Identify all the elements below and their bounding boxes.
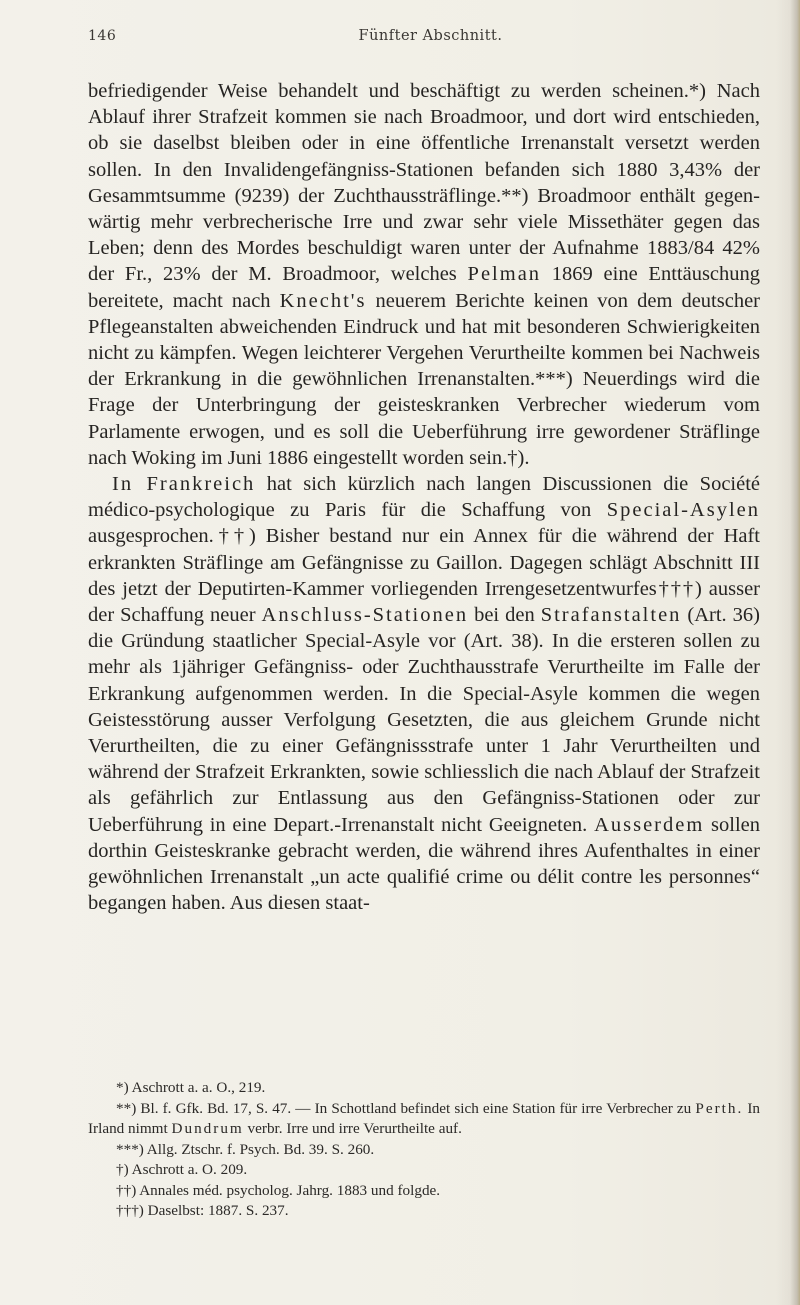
term-strafanstalten: Strafanstalten	[540, 604, 682, 627]
page-number: 146	[88, 28, 117, 44]
country-frankreich: In Frankreich	[112, 473, 256, 496]
footnote-2-text-2: In Irland nimmt	[88, 1099, 761, 1137]
page-header	[88, 28, 758, 50]
footnote-1: *) Aschrott a. a. O., 219.	[116, 1079, 266, 1096]
author-name-pelman: Pelman	[467, 263, 542, 286]
footnote-5: ††) Annales méd. psycholog. Jahrg. 1883 und folgde.	[116, 1181, 441, 1199]
footnote-2	[88, 1099, 760, 1140]
paragraph-1-text-2: 1869 eine Enttäuschung bereitete, macht nach	[88, 263, 761, 312]
term-ausserdem: Ausserdem	[594, 813, 705, 836]
paragraph-2-text-4: (Art. 36) die Gründung staatlicher Special-Asyle vor (Art. 38). In die ersteren sollen zu mehr als 1jähriger Gefängniss- oder Zuchthausstrafe Verurtheilte im Falle der Erkrankung aufgenommen werden. In die Special-Asyle kommen die wegen Geistesstörung ausser Verfolgung Gesetzten, die aus gleichem Grunde nicht Verurtheilten, die zu einer Gefängnissstrafe unter 1 Jahr Verurtheilten und während der Strafzeit Erkrankten, sowie schliesslich die nach Ablauf der Strafzeit als gefährlich zur Entlassung aus den Gefängniss-Stationen oder zur Ueberführung in eine Depart.-Irrenanstalt nicht Geeigneten.	[88, 604, 760, 836]
paragraph-1-text-3: neuerem Berichte keinen von dem deutscher Pflegeanstalten abweichenden Eindruck und hat mit besonderen Schwierigkeiten nicht zu kämpfen. Wegen leichterer Vergehen Verurtheilte kommen bei Nachweis der Erkrankung in die gewöhnlichen Irrenanstalten.***) Neuerdings wird die Frage der Unterbringung der geisteskranken Verbrecher wiederum vom Parlamente erwogen, und es soll die Ueberführung irre gewordener Sträflinge nach Woking im Juni 1886 eingestellt worden sein.†).	[88, 289, 760, 469]
body-text	[88, 78, 760, 917]
paragraph-2-text-3: bei den	[474, 604, 535, 627]
footnote-6: †††) Daselbst: 1887. S. 237.	[116, 1202, 289, 1219]
footnote-3: ***) Allg. Ztschr. f. Psych. Bd. 39. S. 260.	[116, 1140, 375, 1158]
place-perth: Perth.	[695, 1099, 744, 1117]
paragraph-2-text-5: sollen dorthin Geisteskranke gebracht werden, die während ihres Aufenthaltes in einer gewöhnlichen Irrenanstalt „un acte qualifié crime ou délit contre les personnes“ begangen haben. Aus diesen staat-	[88, 813, 761, 915]
paragraph-1	[88, 78, 760, 471]
paragraph-1-text-1: befriedigender Weise behandelt und beschäftigt zu werden scheinen.*) Nach Ablauf ihrer Strafzeit kommen sie nach Broadmoor, und dort wird entschieden, ob sie daselbst bleiben oder in eine öffentliche Irrenanstalt versetzt werden sollen. In den Invalidengefängniss-Stationen befanden sich 1880 3,43% der Gesammtsumme (9239) der Zuchthaussträflinge.**) Broadmoor enthält gegenwärtig mehr verbrecherische Irre und zwar sehr viele Missethäter gegen das Leben; denn des Mordes beschuldigt waren unter der Aufnahme 1883/84 42% der Fr., 23% der M. Broadmoor, welches	[88, 80, 760, 286]
footnote-2-text-3: verbr. Irre und irre Verurtheilte auf.	[247, 1120, 462, 1137]
footnote-4: †) Aschrott a. O. 209.	[116, 1161, 248, 1178]
running-head: Fünfter Abschnitt.	[358, 28, 503, 44]
paragraph-2-text-2: ausgesprochen.††) Bisher bestand nur ein Annex für die während der Haft erkrankten Sträflinge am Gefängnisse zu Gaillon. Dagegen schlägt Abschnitt III des jetzt der Deputirten-Kammer vorliegenden Irrengesetzentwurfes†††) ausser der Schaffung neuer	[88, 525, 760, 627]
paragraph-2	[88, 471, 760, 916]
paragraph-2-text-1: hat sich kürzlich nach langen Discussionen die Société médico-psychologique zu Paris für die Schaffung von	[88, 473, 761, 522]
place-dundrum: Dundrum	[171, 1120, 244, 1137]
footnote-2-text-1: **) Bl. f. Gfk. Bd. 17, S. 47. — In Schottland befindet sich eine Station für irre Verbrecher zu	[116, 1099, 692, 1117]
term-anschluss-stationen: Anschluss-Stationen	[261, 604, 469, 627]
footnotes	[88, 1078, 760, 1222]
page-edge-shadow	[790, 0, 800, 1305]
author-name-knecht: Knecht's	[279, 289, 367, 312]
term-special-asylen: Special-Asylen	[606, 499, 761, 522]
